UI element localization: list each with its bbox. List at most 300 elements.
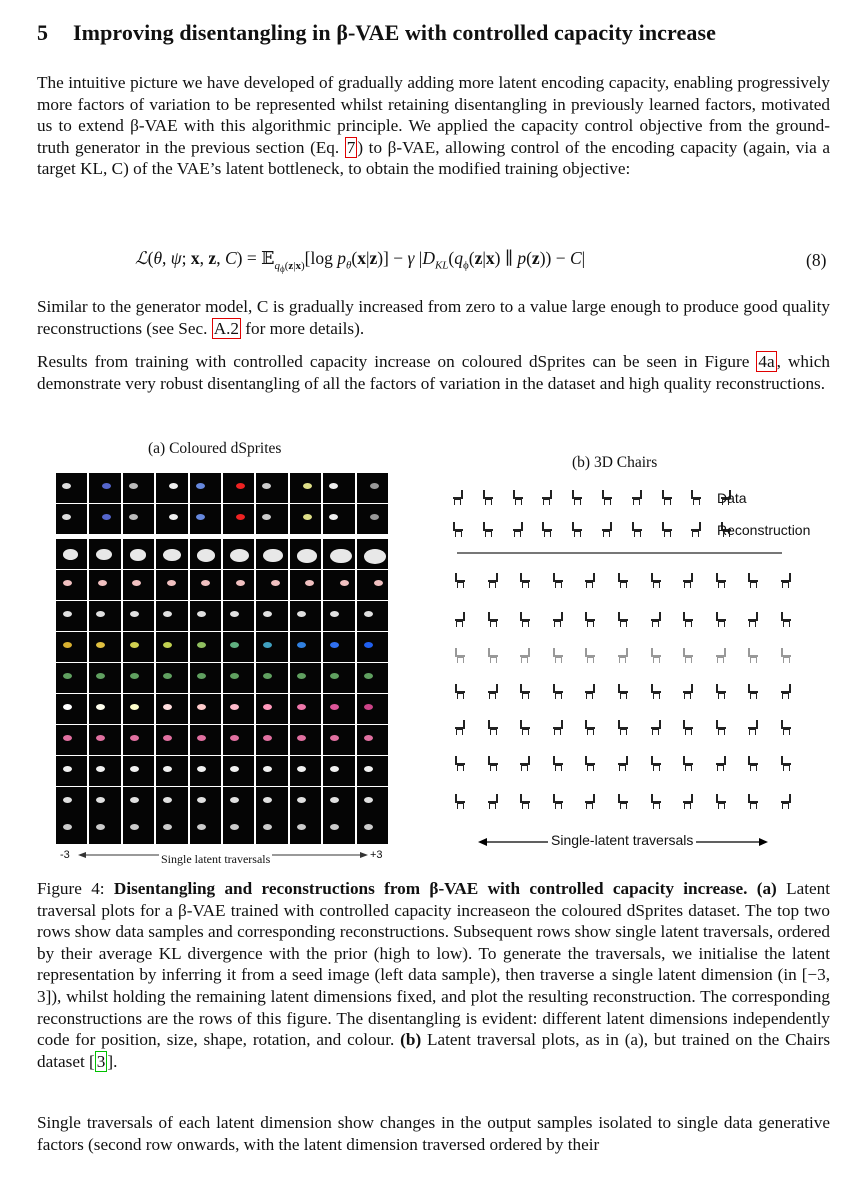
- sample-image: [256, 814, 287, 844]
- sprite-shape: [201, 580, 210, 586]
- sprite-shape: [130, 766, 139, 772]
- sample-image: [290, 756, 321, 786]
- sprite-shape: [230, 611, 239, 617]
- chair-image: [615, 571, 631, 589]
- sample-image: [89, 725, 120, 755]
- chair-image: [485, 646, 501, 664]
- sprite-shape: [230, 704, 239, 710]
- sprite-shape: [163, 642, 172, 648]
- axis-min-label: -3: [60, 849, 70, 861]
- sprite-shape: [163, 824, 172, 830]
- chair-image: [599, 520, 615, 538]
- chair-image: [539, 488, 555, 506]
- sample-image: [156, 570, 187, 600]
- sprite-shape: [96, 766, 105, 772]
- sample-image: [89, 601, 120, 631]
- chair-image: [582, 646, 598, 664]
- paragraph-text: Results from training with controlled capacity increase on coloured dSprites can be seen in Figure: [37, 352, 757, 371]
- sample-image: [256, 725, 287, 755]
- sprite-shape: [96, 549, 112, 560]
- chair-image: [550, 792, 566, 810]
- sample-image: [190, 539, 221, 569]
- chair-image: [745, 754, 761, 772]
- chair-image: [582, 610, 598, 628]
- sample-image: [56, 473, 87, 503]
- sprite-shape: [330, 642, 339, 648]
- sample-image: [156, 539, 187, 569]
- legend-data: Data: [717, 490, 747, 506]
- sprite-shape: [63, 735, 72, 741]
- chair-image: [648, 792, 664, 810]
- sprite-shape: [63, 549, 78, 560]
- paragraph-text: ) to β-VAE, allowing control of the encoding capacity (again, via a target KL, C) of the VAE’s latent bottleneck, to obtain the modified training objective:: [37, 137, 830, 179]
- equation-8: ℒ(θ, ψ; x, z, C) = 𝔼$_{q_\phi(z|x)}$[log $p_\theta(x|z)] - \gamma$ $|D_{KL}(q_\phi(z|x)$ ∥ p(z)) − C|: [135, 248, 586, 274]
- sample-image: [290, 632, 321, 662]
- sample-image: [156, 473, 187, 503]
- sample-image: [156, 756, 187, 786]
- chair-image: [485, 682, 501, 700]
- sprite-shape: [96, 824, 105, 830]
- sprite-shape: [96, 642, 105, 648]
- sample-image: [290, 725, 321, 755]
- sample-image: [156, 504, 187, 534]
- sample-image: [256, 787, 287, 817]
- sample-image: [89, 473, 120, 503]
- sample-image: [256, 632, 287, 662]
- sample-image: [290, 787, 321, 817]
- traversal-row: [56, 756, 388, 786]
- chair-image: [745, 571, 761, 589]
- chair-image: [539, 520, 555, 538]
- sample-image: [357, 601, 388, 631]
- chair-image: [485, 610, 501, 628]
- sprite-shape: [330, 824, 339, 830]
- chair-image: [450, 520, 466, 538]
- sprite-shape: [197, 824, 206, 830]
- sprite-shape: [271, 580, 280, 586]
- sample-image: [56, 787, 87, 817]
- traversal-row: [56, 570, 388, 600]
- chair-image: [550, 718, 566, 736]
- sample-image: [56, 632, 87, 662]
- axis-max-label: +3: [370, 849, 383, 861]
- sprite-shape: [330, 766, 339, 772]
- sprite-shape: [62, 514, 71, 520]
- sample-image: [190, 570, 221, 600]
- sprite-shape: [374, 580, 383, 586]
- sample-image: [156, 663, 187, 693]
- traversal-axis-b: [478, 832, 768, 850]
- sample-image: [123, 725, 154, 755]
- sample-image: [123, 632, 154, 662]
- citation-link[interactable]: 3: [96, 1051, 106, 1071]
- sprite-shape: [230, 824, 239, 830]
- sprite-shape: [297, 549, 318, 563]
- chair-image: [485, 718, 501, 736]
- sprite-shape: [263, 735, 272, 741]
- sprite-shape: [364, 642, 373, 648]
- chair-image: [713, 571, 729, 589]
- sample-image: [290, 694, 321, 724]
- sample-image: [190, 663, 221, 693]
- sprite-shape: [364, 549, 386, 564]
- sprite-shape: [196, 514, 205, 520]
- sample-image: [323, 601, 354, 631]
- paragraph-text: Similar to the generator model, C is gradually increased from zero to a value large enough to produce good quality reconstructions (see Sec.: [37, 297, 830, 338]
- chair-image: [648, 610, 664, 628]
- sprite-shape: [297, 673, 306, 679]
- traversal-row: [56, 814, 388, 844]
- sample-image: [56, 756, 87, 786]
- sample-image: [89, 663, 120, 693]
- figure-caption: [37, 878, 830, 1072]
- sprite-shape: [303, 514, 312, 520]
- chair-image: [485, 571, 501, 589]
- sprite-shape: [96, 735, 105, 741]
- chair-image: [582, 571, 598, 589]
- sprite-shape: [297, 735, 306, 741]
- chair-image: [615, 718, 631, 736]
- sprite-shape: [329, 483, 338, 489]
- sprite-shape: [263, 797, 272, 803]
- sprite-shape: [263, 611, 272, 617]
- legend-reconstruction: Reconstruction: [717, 522, 811, 538]
- chair-image: [452, 646, 468, 664]
- chair-image: [569, 520, 585, 538]
- chair-image: [778, 754, 794, 772]
- traversal-row: [56, 632, 388, 662]
- chair-image: [745, 682, 761, 700]
- sprite-shape: [329, 514, 338, 520]
- sample-image: [223, 787, 254, 817]
- sample-image: [323, 787, 354, 817]
- sprite-shape: [63, 580, 72, 586]
- paragraph-text: for more details).: [241, 318, 365, 338]
- sprite-shape: [130, 735, 139, 741]
- sample-image: [223, 539, 254, 569]
- sprite-shape: [197, 549, 215, 562]
- sprite-shape: [63, 642, 72, 648]
- chair-image: [713, 754, 729, 772]
- sample-image: [89, 632, 120, 662]
- chair-image: [480, 520, 496, 538]
- sample-image: [256, 663, 287, 693]
- sample-image: [190, 756, 221, 786]
- sample-image: [357, 814, 388, 844]
- chair-image: [550, 610, 566, 628]
- sprite-shape: [230, 642, 239, 648]
- chair-image: [582, 682, 598, 700]
- chair-image: [629, 520, 645, 538]
- sprite-shape: [364, 797, 373, 803]
- sprite-shape: [169, 514, 178, 520]
- chair-image: [517, 571, 533, 589]
- chair-image: [778, 682, 794, 700]
- equation-number: (8): [806, 250, 827, 270]
- section-heading: [37, 20, 716, 46]
- sample-image: [256, 539, 287, 569]
- sample-image: [357, 632, 388, 662]
- sample-image: [123, 814, 154, 844]
- sprite-shape: [130, 824, 139, 830]
- sprite-shape: [263, 642, 272, 648]
- sprite-shape: [370, 514, 379, 520]
- sprite-shape: [63, 797, 72, 803]
- chair-image: [517, 646, 533, 664]
- chair-image: [550, 682, 566, 700]
- sprite-shape: [297, 797, 306, 803]
- sprite-shape: [163, 704, 172, 710]
- section-link[interactable]: A.2: [213, 318, 239, 338]
- sample-image: [123, 570, 154, 600]
- sample-image: [223, 725, 254, 755]
- equation-link[interactable]: 7: [346, 137, 356, 157]
- sample-image: [290, 473, 321, 503]
- traversal-row: [56, 539, 388, 569]
- chair-image: [745, 718, 761, 736]
- sample-image: [56, 570, 87, 600]
- sprite-shape: [230, 797, 239, 803]
- sample-image: [290, 539, 321, 569]
- chair-image: [517, 610, 533, 628]
- traversal-row: [56, 694, 388, 724]
- sample-image: [56, 601, 87, 631]
- sample-image: [223, 694, 254, 724]
- paragraph-traversals: Single traversals of each latent dimension show changes in the output samples isolated to single data generative factors (second row onwards, with the latent dimension traversed ordered by their: [37, 1113, 830, 1154]
- chair-image: [517, 792, 533, 810]
- chair-image: [713, 610, 729, 628]
- sample-image: [223, 601, 254, 631]
- chair-image: [680, 754, 696, 772]
- sample-image: [123, 787, 154, 817]
- sample-image: [123, 473, 154, 503]
- sample-image: [290, 504, 321, 534]
- sample-image: [323, 632, 354, 662]
- sample-image: [256, 504, 287, 534]
- sprite-shape: [364, 704, 373, 710]
- sample-image: [190, 814, 221, 844]
- chair-image: [582, 718, 598, 736]
- sprite-shape: [130, 673, 139, 679]
- sprite-shape: [364, 766, 373, 772]
- sample-image: [256, 473, 287, 503]
- caption-b-label: (b): [400, 1030, 422, 1050]
- sprite-shape: [197, 704, 206, 710]
- sprite-shape: [263, 673, 272, 679]
- chair-image: [452, 682, 468, 700]
- sample-image: [56, 504, 87, 534]
- sprite-shape: [96, 673, 105, 679]
- sample-image: [123, 601, 154, 631]
- sample-image: [223, 756, 254, 786]
- sample-image: [89, 694, 120, 724]
- chair-image: [615, 754, 631, 772]
- sample-image: [223, 814, 254, 844]
- chair-image: [713, 682, 729, 700]
- sample-image: [89, 814, 120, 844]
- chair-image: [680, 571, 696, 589]
- sprite-shape: [197, 735, 206, 741]
- chair-image: [452, 610, 468, 628]
- section-number: 5: [37, 20, 49, 45]
- caption-text: Latent traversal plots, as in (a), but trained on the Chairs dataset [: [37, 1030, 831, 1071]
- sprite-shape: [130, 549, 147, 561]
- chair-image: [510, 520, 526, 538]
- traversal-axis-a: [56, 849, 388, 866]
- chair-image: [517, 718, 533, 736]
- sample-image: [156, 814, 187, 844]
- sprite-shape: [330, 673, 339, 679]
- sample-image: [323, 725, 354, 755]
- chair-image: [510, 488, 526, 506]
- chair-image: [450, 488, 466, 506]
- chair-image: [745, 610, 761, 628]
- traversal-row: [56, 601, 388, 631]
- sprite-shape: [129, 483, 138, 489]
- sprite-shape: [102, 483, 111, 489]
- chair-image: [680, 792, 696, 810]
- traversal-row: [56, 787, 388, 817]
- sprite-shape: [62, 483, 71, 489]
- chair-image: [480, 488, 496, 506]
- chair-image: [550, 646, 566, 664]
- sample-image: [56, 539, 87, 569]
- sprite-shape: [98, 580, 107, 586]
- sample-image: [156, 725, 187, 755]
- sample-image: [89, 787, 120, 817]
- sprite-shape: [236, 514, 245, 520]
- sample-image: [89, 504, 120, 534]
- sample-image: [190, 473, 221, 503]
- chair-image: [452, 792, 468, 810]
- sprite-shape: [163, 735, 172, 741]
- sample-image: [123, 756, 154, 786]
- sample-image: [290, 814, 321, 844]
- sprite-shape: [197, 797, 206, 803]
- chair-image: [648, 571, 664, 589]
- sprite-shape: [297, 704, 306, 710]
- chair-image: [517, 682, 533, 700]
- sample-image: [89, 756, 120, 786]
- chair-image: [778, 571, 794, 589]
- sample-image: [56, 663, 87, 693]
- sprite-shape: [364, 673, 373, 679]
- sample-image: [223, 504, 254, 534]
- chair-image: [659, 520, 675, 538]
- sprite-shape: [236, 483, 245, 489]
- sample-image: [56, 814, 87, 844]
- sprite-shape: [197, 766, 206, 772]
- caption-text: ].: [107, 1051, 118, 1071]
- chair-image: [659, 488, 675, 506]
- sample-image: [190, 725, 221, 755]
- sample-image: [190, 504, 221, 534]
- sample-image: [357, 694, 388, 724]
- sprite-shape: [263, 766, 272, 772]
- sprite-shape: [163, 797, 172, 803]
- chair-image: [778, 610, 794, 628]
- chair-image: [452, 718, 468, 736]
- sprite-shape: [197, 611, 206, 617]
- sample-image: [357, 787, 388, 817]
- chair-image: [778, 646, 794, 664]
- chair-image: [452, 754, 468, 772]
- sample-image: [89, 539, 120, 569]
- axis-label: Single latent traversals: [161, 852, 271, 866]
- sample-image: [357, 504, 388, 534]
- sample-image: [223, 570, 254, 600]
- subfigure-b-caption: (b) 3D Chairs: [572, 454, 658, 471]
- sprite-shape: [163, 611, 172, 617]
- chair-image: [648, 718, 664, 736]
- chair-image: [599, 488, 615, 506]
- sprite-shape: [370, 483, 379, 489]
- chair-image: [680, 610, 696, 628]
- sample-image: [223, 663, 254, 693]
- paragraph-intro: [37, 72, 830, 180]
- sprite-shape: [330, 611, 339, 617]
- paragraph-results: [37, 351, 830, 394]
- chair-image: [517, 754, 533, 772]
- chair-image: [452, 571, 468, 589]
- sprite-shape: [196, 483, 205, 489]
- paragraph-text: The intuitive picture we have developed of gradually adding more latent encoding capacity, enabling progressively more factors of variation to be represented whilst retaining disentangling in previously learned factors, motivated us to extend β-VAE with this algorithmic principle. We applied the capacity control objective from the ground-truth generator in the previous section (Eq.: [37, 73, 830, 157]
- sprite-shape: [297, 824, 306, 830]
- sprite-shape: [197, 642, 206, 648]
- chair-image: [680, 718, 696, 736]
- sprite-shape: [236, 580, 245, 586]
- sprite-shape: [96, 704, 105, 710]
- sample-image: [256, 756, 287, 786]
- sprite-shape: [297, 766, 306, 772]
- chair-image: [778, 718, 794, 736]
- chair-image: [582, 792, 598, 810]
- sprite-shape: [263, 704, 272, 710]
- chair-image: [485, 792, 501, 810]
- sample-image: [223, 473, 254, 503]
- sample-image: [323, 504, 354, 534]
- chair-image: [582, 754, 598, 772]
- sprite-shape: [364, 735, 373, 741]
- sample-image: [123, 694, 154, 724]
- traversal-row: [56, 725, 388, 755]
- sample-image: [156, 601, 187, 631]
- chair-image: [688, 488, 704, 506]
- chair-image: [745, 646, 761, 664]
- sprite-shape: [262, 514, 271, 520]
- sample-image: [156, 787, 187, 817]
- axis-label: Single-latent traversals: [548, 832, 696, 848]
- sprite-shape: [130, 611, 139, 617]
- chair-image: [629, 488, 645, 506]
- caption-title: Disentangling and reconstructions from β-VAE with controlled capacity increase. (a): [113, 879, 777, 898]
- data-row: [56, 473, 388, 503]
- sample-image: [323, 570, 354, 600]
- sprite-shape: [167, 580, 176, 586]
- reconstruction-row: [56, 504, 388, 534]
- sample-image: [290, 570, 321, 600]
- sample-image: [323, 814, 354, 844]
- figure-link[interactable]: 4a: [758, 352, 775, 371]
- dsprites-traversal-grid: [56, 473, 388, 844]
- sprite-shape: [330, 704, 339, 710]
- sprite-shape: [263, 549, 283, 562]
- chair-image: [615, 610, 631, 628]
- sprite-shape: [132, 580, 141, 586]
- sprite-shape: [364, 611, 373, 617]
- sprite-shape: [163, 549, 180, 561]
- sprite-shape: [163, 673, 172, 679]
